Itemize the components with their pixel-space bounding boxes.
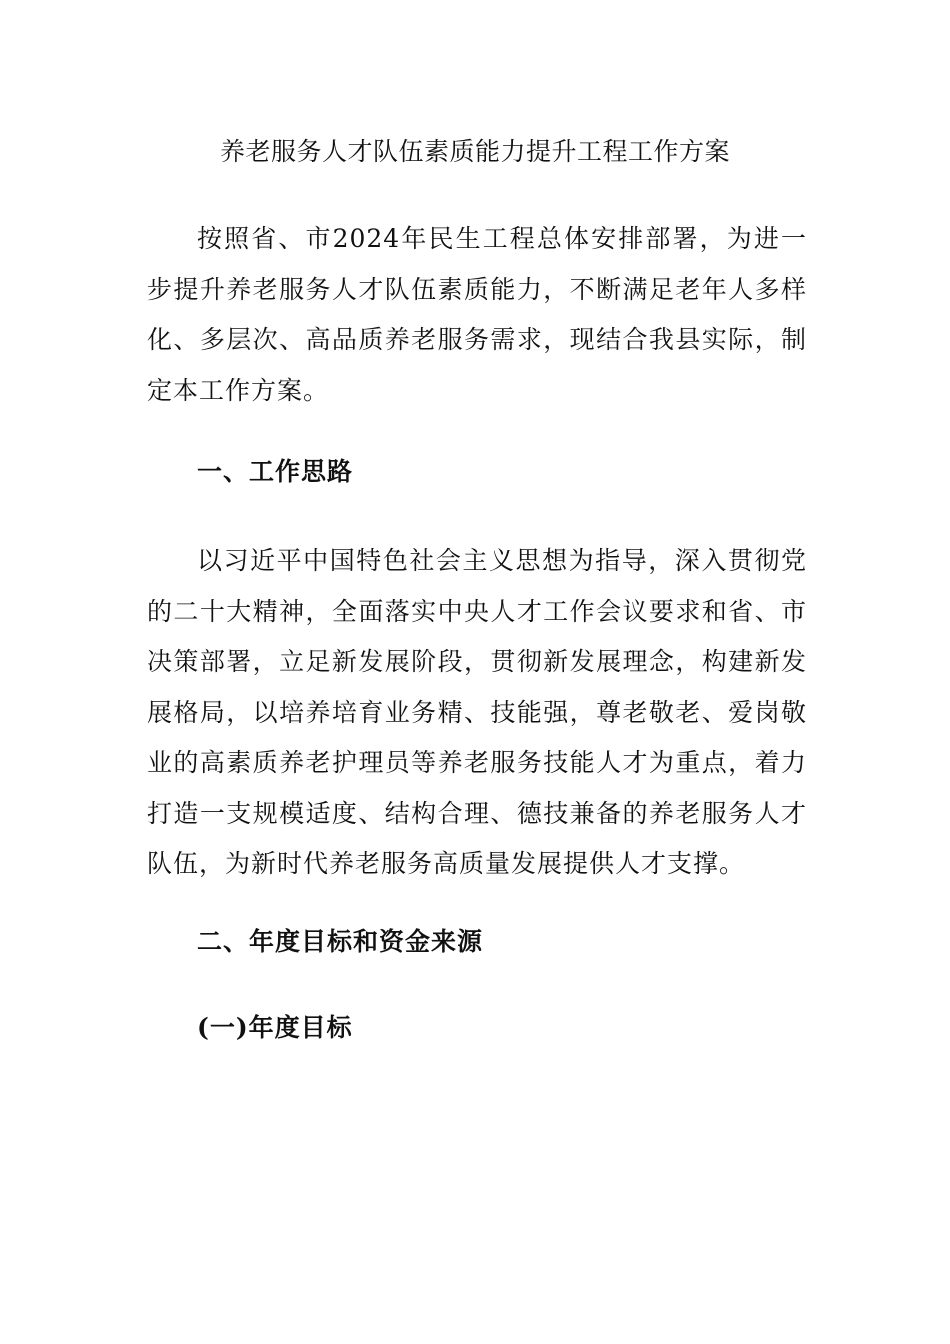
subsection-heading-annual-goals: (一)年度目标 [197, 1013, 353, 1042]
intro-paragraph: 按照省、市2024年民生工程总体安排部署，为进一步提升养老服务人才队伍素质能力，不断满足老年人多样化、多层次、高品质养老服务需求，现结合我县实际，制定本工作方案。 [147, 224, 807, 405]
section-heading-annual-goals: 二、年度目标和资金来源 [197, 927, 484, 956]
document-title: 养老服务人才队伍素质能力提升工程工作方案 [219, 137, 730, 166]
section-heading-work-approach: 一、工作思路 [197, 457, 354, 486]
section-body-work-approach: 以习近平中国特色社会主义思想为指导，深入贯彻党的二十大精神，全面落实中央人才工作会议要求和省、市决策部署，立足新发展阶段，贯彻新发展理念，构建新发展格局，以培养培育业务精、技能强，尊老敬老、爱岗敬业的高素质养老护理员等养老服务技能人才为重点，着力打造一支规模适度、结构合理、德技兼备的养老服务人才队伍，为新时代养老服务高质量发展提供人才支撑。 [147, 546, 807, 878]
